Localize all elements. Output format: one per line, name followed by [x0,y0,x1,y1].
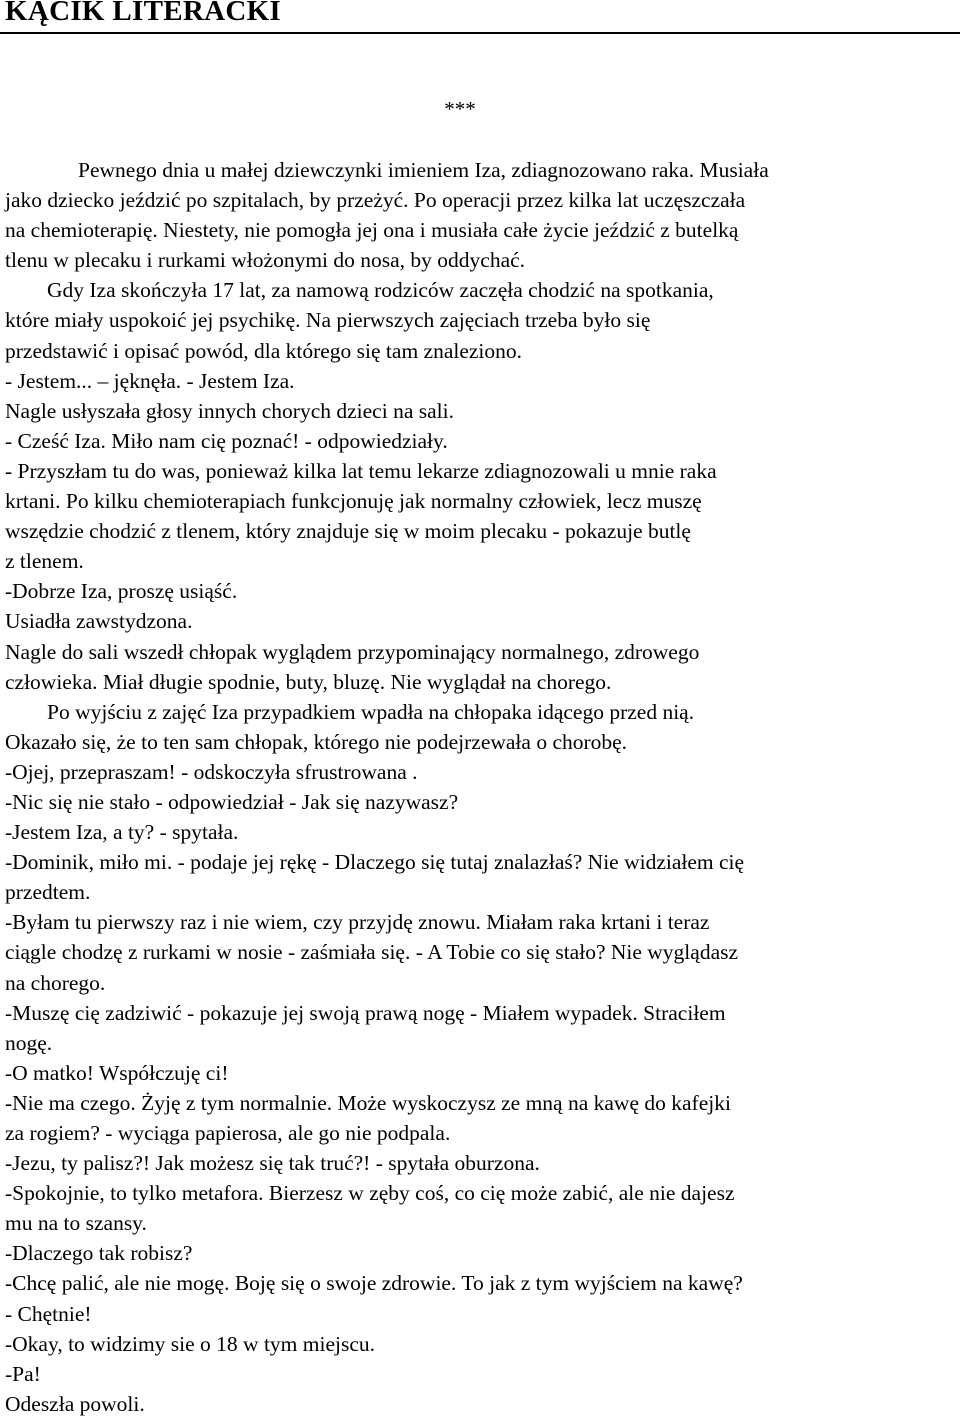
text-line: mu na to szansy. [5,1211,147,1236]
text-line: na chorego. [5,970,106,995]
text-line: -Jezu, ty palisz?! Jak możesz się tak truć?! - spytała oburzona. [5,1151,540,1176]
text-line: -Ojej, przepraszam! - odskoczyła sfrustrowana . [5,759,418,784]
text-line: człowieka. Miał długie spodnie, buty, bluzę. Nie wyglądał na chorego. [5,669,612,694]
text-line: tlenu w plecaku i rurkami włożonymi do nosa, by oddychać. [5,248,526,273]
text-line: -Spokojnie, to tylko metafora. Bierzesz w zęby coś, co cię może zabić, ale nie dajesz [5,1181,735,1206]
text-line: - Cześć Iza. Miło nam cię poznać! - odpowiedziały. [5,428,448,453]
text-line: -O matko! Współczuję ci! [5,1060,229,1085]
text-line: -Jestem Iza, a ty? - spytała. [5,820,239,845]
text-line: -Chcę palić, ale nie mogę. Boję się o swoje zdrowie. To jak z tym wyjściem na kawę? [5,1271,743,1296]
text-line: -Nie ma czego. Żyję z tym normalnie. Może wyskoczysz ze mną na kawę do kafejki [5,1090,731,1115]
text-line: jako dziecko jeździć po szpitalach, by przeżyć. Po operacji przez kilka lat uczęszczała [5,188,746,213]
text-line: ciągle chodzę z rurkami w nosie - zaśmiała się. - A Tobie co się stało? Nie wyglądasz [5,940,739,965]
text-line: -Nic się nie stało - odpowiedział - Jak się nazywasz? [5,789,459,814]
text-line: za rogiem? - wyciąga papierosa, ale go nie podpala. [5,1121,451,1145]
text-line: z tlenem. [5,549,84,574]
text-line: -Pa! [5,1361,41,1386]
text-line: które miały uspokoić jej psychikę. Na pierwszych zajęciach trzeba było się [5,308,651,333]
section-separator: *** [444,97,476,121]
text-line: -Dobrze Iza, proszę usiąść. [5,579,238,604]
text-line: przedstawić i opisać powód, dla którego się tam znaleziono. [5,338,523,363]
text-line: na chemioterapię. Niestety, nie pomogła jej ona i musiała całe życie jeździć z butelką [5,218,739,243]
text-line: wszędzie chodzić z tlenem, który znajduje się w moim plecaku - pokazuje butlę [5,519,691,544]
text-line: -Dominik, miło mi. - podaje jej rękę - Dlaczego się tutaj znalazłaś? Nie widziałem cię [5,850,745,875]
text-line: nogę. [5,1030,53,1055]
text-line: -Okay, to widzimy sie o 18 w tym miejscu. [5,1331,376,1356]
text-line: Odeszła powoli. [5,1391,145,1416]
story-text [5,155,955,1419]
text-line: -Muszę cię zadziwić - pokazuje jej swoją prawą nogę - Miałem wypadek. Straciłem [5,1000,726,1025]
text-line: Po wyjściu z zajęć Iza przypadkiem wpadła na chłopaka idącego przed nią. [47,699,695,724]
text-line: Gdy Iza skończyła 17 lat, za namową rodziców zaczęła chodzić na spotkania, [47,278,714,303]
text-line: przedtem. [5,880,91,905]
text-line: - Jestem... – jęknęła. - Jestem Iza. [5,368,295,393]
text-line: Pewnego dnia u małej dziewczynki imieniem Iza, zdiagnozowano raka. Musiała [78,158,769,182]
page-title: KĄCIK LITERACKI [5,0,282,27]
text-line: Nagle do sali wszedł chłopak wyglądem przypominający normalnego, zdrowego [5,639,700,664]
text-line: Usiadła zawstydzona. [5,609,193,634]
text-line: krtani. Po kilku chemioterapiach funkcjonuję jak normalny człowiek, lecz muszę [5,489,702,514]
text-line: - Chętnie! [5,1301,92,1326]
title-underline [0,32,960,34]
text-line: Nagle usłyszała głosy innych chorych dzieci na sali. [5,398,454,423]
text-line: -Byłam tu pierwszy raz i nie wiem, czy przyjdę znowu. Miałam raka krtani i teraz [5,910,710,935]
text-line: -Dlaczego tak robisz? [5,1241,193,1266]
text-line: - Przyszłam tu do was, ponieważ kilka lat temu lekarze zdiagnozowali u mnie raka [5,458,717,483]
text-line: Okazało się, że to ten sam chłopak, którego nie podejrzewała o chorobę. [5,729,628,754]
